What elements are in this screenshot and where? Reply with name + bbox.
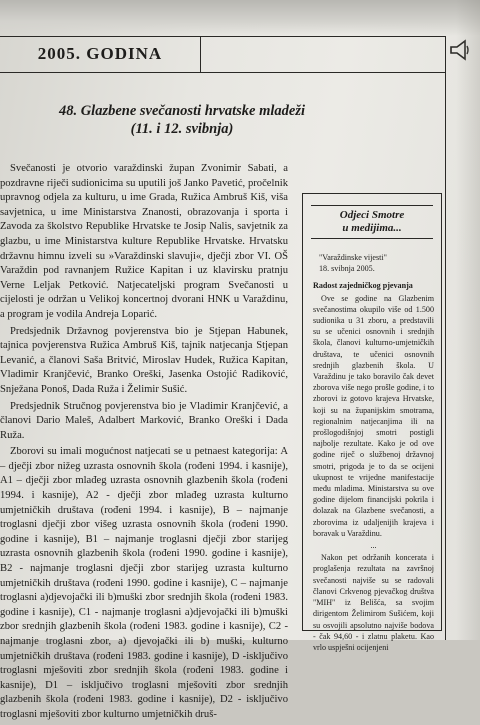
chapter-title: 2005. GODINA [37, 44, 163, 63]
article-paragraph: Svečanosti je otvorio varaždinski župan Zvonimir Sabati, a pozdravne riječi sudionicima su uputili još Janko Pavetić, pročelnik upravnog odjela za kulturu, u ime Grada, Ružica Ambruš Kiš, viša savjetnica, u ime Ministarstva Znanosti, obrazovanja i sporta i Zavoda za školstvo Republike Hrvatske te Josip Nalis, savjetnik za glazbu, u ime Ministarstva kulture Republike Hrvatske. Hrvatsku državnu himnu izveli su »Varaždinski slavuji«, dječji zbor VI. OŠ Varaždin pod ravnanjem Ružice Kapitan i uz klavirsku pratnju Verne Leljak Petković. Natjecateljski program Svečanosti u cijelosti je održan u Velikoj koncertnoj dvorani HNK u Varaždinu, a program je vodila Andreja Loparić. [0, 163, 288, 320]
article-paragraph: Predsjednik Stručnog povjerenstva bio je Vladimir Kranjčević, a članovi Dario Maleš, Adalbert Marković, Branko Oreški i Dada Ruža. [0, 400, 288, 441]
source-name: "Varaždinske vijesti" [319, 253, 387, 262]
source-date: 18. svibnja 2005. [319, 264, 375, 274]
sidebar-heading-line-1: Odjeci Smotre [339, 209, 405, 221]
media-echo-box [302, 193, 442, 652]
sidebar-body [313, 252, 434, 653]
section-title: 48. Glazbene svečanosti hrvatske mladeži [58, 103, 306, 119]
section-heading [32, 102, 332, 138]
source-citation [319, 252, 434, 274]
sidebar-heading-rule-bottom [311, 238, 433, 239]
sidebar-paragraph: Nakon pet održanih koncerata i proglašenja rezultata na završnoj svečanosti najviše su se radovali članovi Crkvenog pjevačkog društva "MIH" iz Belišća, sa svojim dirigentom Želimirom Sušićem, koji su osvojili apsolutno najviše bodova - čak 94,60 - i zlatnu plaketu. Kao vrlo uspješni ocijenjeni [313, 553, 434, 652]
article-body [0, 162, 288, 725]
sidebar-subheading: Radost zajedničkog pjevanja [313, 281, 413, 291]
article-paragraph: Zborovi su imali mogućnost natjecati se u petnaest kategorija: A – dječji zbor nižeg uzrasta osnovnih škola (rođeni 1994. i kasnije), A1 – dječji zbor mlađeg uzrasta osnovnih glazbenih škola (rođeni 1994. i kasnije), A2 - dječji zbor mlađeg uzrasta kulturno umjetničkih društava (rođeni 1994. i kasnije), B – najmanje troglasni dječji zbor višeg uzrasta osnovnih škola (rođeni 1990. godine i kasnije), B1 – najmanje troglasni dječji zbor starijeg uzrasta osnovnih glazbenih škola (rođeni 1990. godine i kasnije), B2 - najmanje troglasni dječji zbor starijeg uzrasta kulturno umjetničkih društava (rođeni 1990. godine i kasnije), C – najmanje troglasni a)djevojački ili b)muški zbor srednjih škola (rođeni 1983. godine i kasnije), C1 - najmanje troglasni a)djevojački ili b)muški zbor srednjih glazbenih škola (rođeni 1983. godine i kasnije), C2 - najmanje troglasni zbor, a) djevojački ili b) muški, kulturno umjetničkih društava (rođeni 1983. godine i kasnije), D -isključivo troglasni mješoviti zbor srednjih škola (rođeni 1983. godine i kasnije), D1 – isključivo troglasni mješoviti zbor srednjih glazbenih škola (rođeni 1983. godine i kasnije), D2 - isključivo troglasni mješoviti zbor kulturno umjetničkih druš- [0, 446, 288, 720]
section-subtitle: (11. i 12. svibnja) [130, 121, 234, 137]
page-top-shadow [0, 0, 480, 36]
header-rule-bottom [0, 72, 445, 73]
sidebar-heading [311, 202, 433, 242]
header-rule-top [0, 36, 445, 37]
right-margin-rule [445, 36, 446, 640]
sidebar-heading-line-2: u medijima... [342, 222, 402, 234]
page-edge-shade [456, 0, 480, 640]
sidebar-paragraph: Ove se godine na Glazbenim svečanostima okupilo više od 1.500 sudionika u 31 zboru, a predstavili su se učenici osnovnih i srednjih škola, članovi kulturno-umjetničkih društava, te učenici osnovnih srednjih glazbenih škola. U Varaždinu je tako boravilo čak devet zborova više nego prošle godine, i to zborovi iz gotovo krajeva Hrvatske, koji su na županijskim smotrama, regionalnim natjecanjima ili na prošlogodišnjoj smotri postigli najbolje rezultate. Kako je od ove godine riječ o službenoj državnoj smotri, prigoda je to da se ocijeni ukupnost te vrijedne manifestacije među mladima. Ministarstva su ove godine dijelom financijski pokrila i dolazak na Glazbene svečanosti, a zborovima iz udaljenijih krajeva i boravak u Varaždinu. [313, 293, 434, 538]
sidebar-heading-rule-top [311, 205, 433, 206]
header-divider [200, 36, 201, 73]
ellipsis-separator: ... [370, 541, 377, 551]
article-paragraph: Predsjednik Državnog povjerenstva bio je Stjepan Habunek, tajnica povjerenstva Ružica Ambruš Kiš, tajnik natjecanja Stjepan Levanić, a članovi Saša Britvić, Miroslav Hudek, Ružica Kapitan, Vladimir Kranjčević, Branko Oreški, Jasenka Ostojić Radiković, Snježana Ponoš, Dada Ruža i Želimir Sušić. [0, 325, 288, 395]
